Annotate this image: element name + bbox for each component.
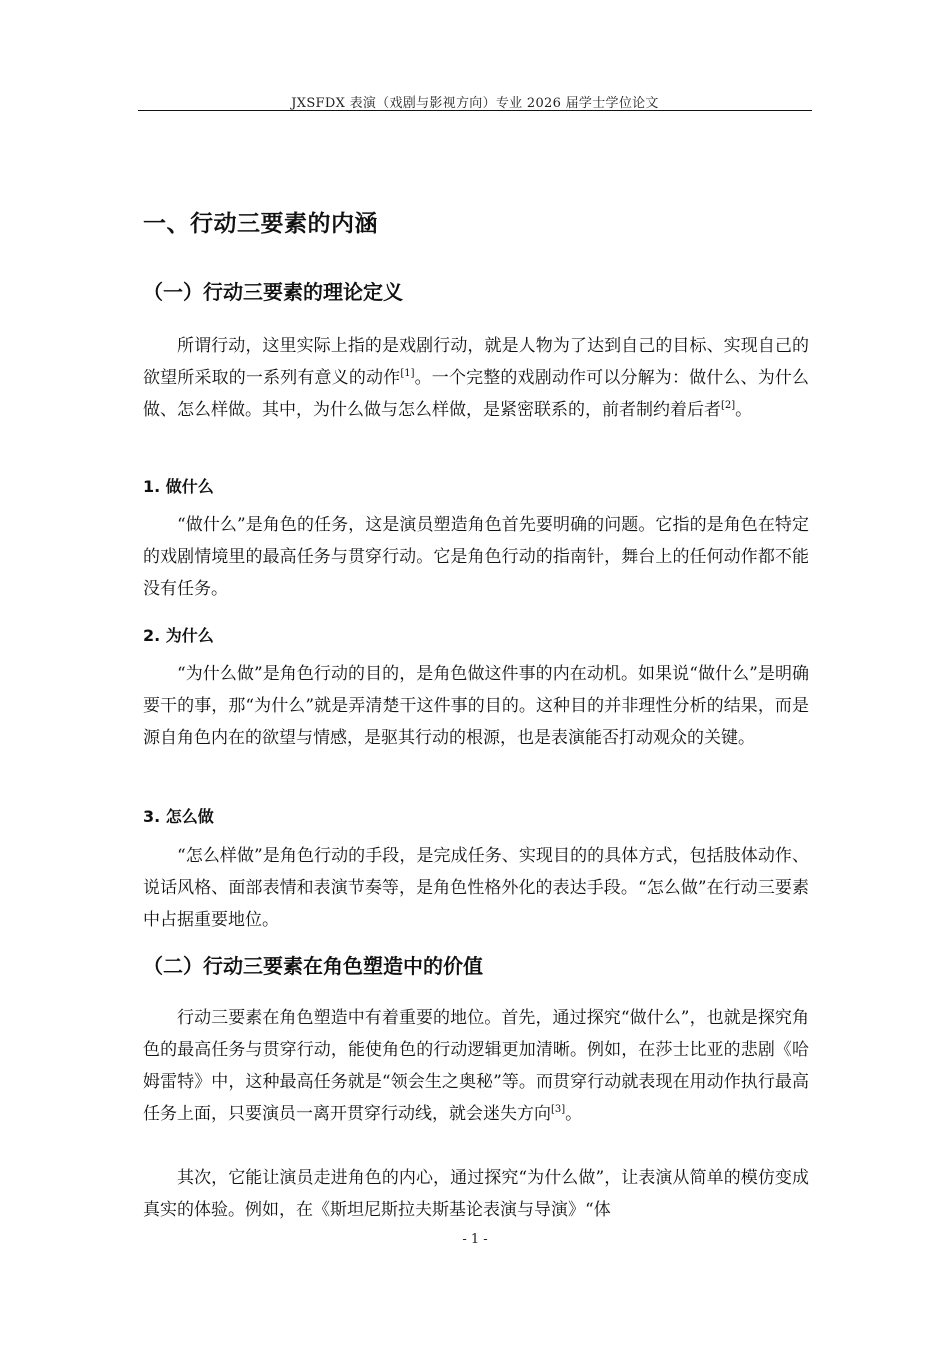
subsection-heading-1: （一）行动三要素的理论定义: [143, 280, 403, 304]
paragraph-text: 行动三要素在角色塑造中有着重要的地位。首先，通过探究“做什么”，也就是探究角色的最高任务与贯穿行动，能使角色的行动逻辑更加清晰。例如，在莎士比亚的悲剧《哈姆雷特》中，这种最高任务就是“领会生之奥秘”等。而贯穿行动就表现在用动作执行最高任务上面，只要演员一离开贯穿行动线，就会迷失方向: [143, 1008, 809, 1124]
item-heading-how: 3. 怎么做: [143, 807, 214, 826]
header-rule: [138, 110, 812, 111]
paragraph-text: 所谓行动，这里实际上指的是戏剧行动，就是人物为了达到自己的目标、实现自己的欲望所采取的一系列有意义的动作: [143, 336, 809, 388]
item-heading-what: 1. 做什么: [143, 477, 214, 496]
citation-ref: [1]: [400, 368, 415, 379]
paragraph-why: “为什么做”是角色行动的目的，是角色做这件事的内在动机。如果说“做什么”是明确要干的事，那“为什么”就是弄清楚干这件事的目的。这种目的并非理性分析的结果，而是源自角色内在的欲望与情感，是驱其行动的根源，也是表演能否打动观众的关键。: [143, 664, 809, 748]
paragraph-text: 。一个完整的戏剧动作可以分解为：做什么、为什么做、怎么样做。其中，为什么做与怎么样做，是紧密联系的，前者制约着后者: [143, 368, 810, 420]
citation-ref: [2]: [721, 400, 736, 411]
page-number: - 1 -: [462, 1232, 488, 1247]
paragraph-value: [143, 1002, 809, 1130]
paragraph-definition: [143, 330, 809, 426]
paragraph-text: 。: [735, 400, 753, 420]
paragraph-second: 其次，它能让演员走进角色的内心，通过探究“为什么做”，让表演从简单的模仿变成真实的体验。例如，在《斯坦尼斯拉夫斯基论表演与导演》“体: [143, 1168, 809, 1220]
subsection-heading-2: （二）行动三要素在角色塑造中的价值: [143, 954, 483, 978]
paragraph-text: 。: [565, 1104, 583, 1124]
section-heading: 一、行动三要素的内涵: [143, 211, 378, 237]
paragraph-what: “做什么”是角色的任务，这是演员塑造角色首先要明确的问题。它指的是角色在特定的戏剧情境里的最高任务与贯穿行动。它是角色行动的指南针，舞台上的任何动作都不能没有任务。: [143, 515, 809, 599]
citation-ref: [3]: [551, 1104, 566, 1115]
item-heading-why: 2. 为什么: [143, 626, 214, 645]
running-header: JXSFDX 表演（戏剧与影视方向）专业 2026 届学士学位论文: [291, 96, 659, 111]
paragraph-how: “怎么样做”是角色行动的手段，是完成任务、实现目的的具体方式，包括肢体动作、说话风格、面部表情和表演节奏等，是角色性格外化的表达手段。“怎么做”在行动三要素中占据重要地位。: [143, 846, 809, 930]
